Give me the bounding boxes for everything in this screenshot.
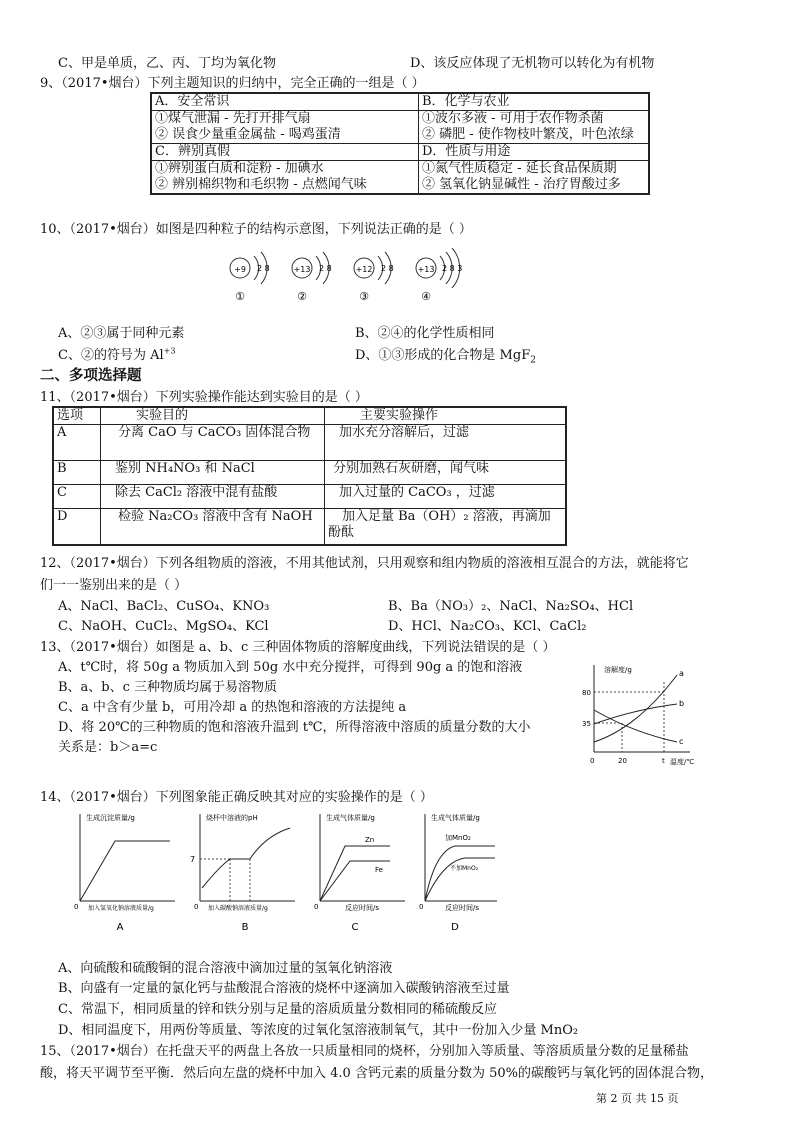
- superscript: +3: [163, 346, 176, 356]
- table-header: 选项: [53, 407, 101, 425]
- question-15-line1: 15、（2017•烟台）在托盘天平的两盘上各放一只质量相同的烧杯，分别加入等质量、等溶质质量分数的足量稀盐: [40, 1044, 689, 1059]
- ph-7-label: 7: [190, 855, 196, 864]
- cell: C．辨别真假: [151, 144, 419, 161]
- q14-option-a: A、向硫酸和硫酸铜的混合溶液中滴加过量的氢氧化钠溶液: [58, 961, 393, 976]
- table-cell: 分离 CaO 与 CaCO₃ 固体混合物: [101, 425, 325, 461]
- tick-20: 20: [618, 757, 627, 765]
- q12-option-c: C、NaOH、CuCl₂、MgSO₄、KCl: [58, 619, 269, 634]
- curve-a: [594, 675, 677, 742]
- shell-label: 2 8: [257, 264, 270, 273]
- shell-label: 2 8 3: [442, 264, 463, 273]
- table-cell: A: [53, 425, 101, 461]
- question-12-stem-line2: 们一一鉴别出来的是（ ）: [40, 578, 188, 593]
- table-cell: 鉴别 NH₄NO₃ 和 NaCl: [101, 461, 325, 485]
- question-10-stem: 10、（2017•烟台）如图是四种粒子的结构示意图，下列说法正确的是（ ）: [40, 222, 472, 237]
- origin-label: 0: [194, 903, 199, 911]
- cell-line: ② 辨别棉织物和毛织物 - 点燃闻气味: [155, 177, 367, 192]
- q13-option-a: A、t℃时，将 50g a 物质加入到 50g 水中充分搅拌，可得到 90g a 的饱和溶液: [58, 660, 523, 675]
- table-cell: B: [53, 461, 101, 485]
- particle-label: ④: [421, 290, 431, 303]
- nucleus-label: +9: [234, 265, 246, 274]
- table-cell: 加入过量的 CaCO₃ ，过滤: [325, 485, 567, 509]
- question-9-stem: 9、（2017•烟台）下列主题知识的归纳中，完全正确的一组是（ ）: [40, 76, 425, 91]
- x-label: 反应时间/s: [345, 904, 380, 912]
- label-fe: Fe: [375, 866, 383, 874]
- cell: D．性质与用途: [419, 144, 650, 161]
- option-d: D、该反应体现了无机物可以转化为有机物: [410, 56, 655, 71]
- shell-label: 2 8: [319, 264, 332, 273]
- q10-option-b: B、②④的化学性质相同: [355, 326, 495, 341]
- table-row: [53, 485, 566, 509]
- cell: [151, 161, 419, 195]
- y-label: 生成沉淀质量/g: [86, 814, 135, 822]
- tick-80: 80: [582, 689, 591, 697]
- label-b: b: [679, 699, 685, 708]
- table-row: [53, 461, 566, 485]
- question-13-stem: 13、（2017•烟台）如图是 a、b、c 三种固体物质的溶解度曲线，下列说法错误的是（ ）: [40, 640, 556, 655]
- q13-option-b: B、a、b、c 三种物质均属于易溶物质: [58, 680, 278, 695]
- tick-t: t: [662, 757, 665, 765]
- q13-option-c: C、a 中含有少量 b，可用冷却 a 的热饱和溶液的方法提纯 a: [58, 700, 407, 715]
- cell: B．化学与农业: [419, 93, 650, 111]
- cell: A．安全常识: [151, 93, 419, 111]
- x-axis-label: 温度/℃: [670, 758, 695, 766]
- nucleus-label: +12: [355, 265, 373, 274]
- graph-d: [419, 813, 497, 933]
- cell-line: ①辨别蛋白质和淀粉 - 加碘水: [155, 161, 324, 176]
- table-row: [53, 425, 566, 461]
- graph-letter: D: [451, 922, 459, 933]
- q14-option-b: B、向盛有一定量的氯化钙与盐酸混合溶液的烧杯中逐滴加入碳酸钠溶液至过量: [58, 981, 510, 996]
- question-14-stem: 14、（2017•烟台）下列图象能正确反映其对应的实验操作的是（ ）: [40, 790, 433, 805]
- graph-letter: C: [351, 922, 359, 933]
- cell-line: ② 磷肥 - 使作物枝叶繁茂，叶色浓绿: [422, 127, 634, 142]
- y-label: 生成气体质量/g: [326, 814, 375, 822]
- x-label: 加入氢氧化钠溶液质量/g: [88, 905, 154, 912]
- particle-2: [292, 252, 332, 303]
- table-header: 主要实验操作: [325, 407, 567, 425]
- q13-option-d-line2: 关系是：b＞a=c: [58, 740, 158, 755]
- table-cell: D: [53, 509, 101, 545]
- curve-with-mno2: [425, 846, 495, 901]
- q10-option-c: C、②的符号为 $Al^{+3}$: [58, 346, 176, 363]
- label-c: c: [679, 737, 684, 746]
- particle-label: ①: [235, 290, 245, 303]
- cell: [419, 161, 650, 195]
- graph-a: [74, 813, 175, 933]
- question-15-line2: 酸，将天平调节至平衡．然后向左盘的烧杯中加入 4.0 含钙元素的质量分数为 50%的碳酸钙与氧化钙的固体混合物，: [40, 1066, 713, 1081]
- question-12-stem-line1: 12、（2017•烟台）下列各组物质的溶液，不用其他试剂，只用观察和组内物质的溶液相互混合的方法，就能将它: [40, 556, 689, 571]
- table-cell: C: [53, 485, 101, 509]
- particle-1: [230, 252, 270, 303]
- shell-label: 2 8: [381, 264, 394, 273]
- nucleus-label: +13: [417, 265, 435, 274]
- y-axis-label: 溶解度/g: [604, 666, 632, 674]
- x-label: 反应时间/s: [445, 904, 480, 912]
- table-header: 实验目的: [101, 407, 325, 425]
- cell-line: ①波尔多液 - 可用于农作物杀菌: [422, 111, 604, 126]
- origin-label: 0: [314, 903, 319, 911]
- table-cell: 检验 Na₂CO₃ 溶液中含有 NaOH: [101, 509, 325, 545]
- particle-3: [354, 252, 394, 303]
- q14-graphs: [70, 806, 500, 936]
- solubility-curve: [572, 660, 697, 770]
- q14-option-c: C、常温下，相同质量的锌和铁分别与足量的溶质质量分数相同的稀硫酸反应: [58, 1002, 497, 1017]
- tick-0: 0: [590, 757, 595, 765]
- q10-option-a: A、②③属于同种元素: [58, 326, 185, 341]
- graph-b: [190, 813, 295, 933]
- x-label: 加入碳酸钠溶液质量/g: [208, 905, 268, 912]
- graph-letter: A: [116, 922, 124, 933]
- particle-diagrams: [220, 240, 463, 305]
- curve-b: [594, 704, 677, 724]
- table-cell: 加入足量 Ba（OH）₂ 溶液，再滴加酚酞: [325, 509, 567, 545]
- subscript: 2: [530, 355, 536, 366]
- particle-label: ②: [297, 290, 307, 303]
- graph-letter: B: [241, 922, 249, 933]
- label-a: a: [679, 669, 684, 678]
- table-cell: 加水充分溶解后，过滤: [325, 425, 567, 461]
- label-zn: Zn: [365, 836, 375, 844]
- table-cell: 分别加熟石灰研磨，闻气味: [325, 461, 567, 485]
- cell-line: ①氮气性质稳定 - 延长食品保质期: [422, 161, 617, 176]
- option-c: C、甲是单质，乙、丙、丁均为氧化物: [58, 56, 276, 71]
- tick-35: 35: [582, 720, 591, 728]
- nucleus-label: +13: [293, 265, 311, 274]
- y-label: 烧杯中溶液的pH: [206, 814, 258, 822]
- origin-label: 0: [74, 903, 79, 911]
- particle-4: [416, 248, 462, 303]
- table-cell: 除去 CaCl₂ 溶液中混有盐酸: [101, 485, 325, 509]
- question-11-table: [52, 406, 567, 546]
- label-no-mno2: 不加MnO₂: [450, 865, 479, 872]
- section-title: 二、多项选择题: [40, 367, 142, 384]
- particle-label: ③: [359, 290, 369, 303]
- curve: [202, 828, 290, 888]
- curve: [80, 841, 170, 901]
- graph-c: [314, 813, 405, 933]
- page-number: 第 2 页 共 15 页: [596, 1092, 679, 1105]
- origin-label: 0: [419, 903, 424, 911]
- label-add-mno2: 加MnO₂: [445, 834, 471, 842]
- cell-line: ② 误食少量重金属盐 - 喝鸡蛋清: [155, 127, 341, 142]
- cell-line: ①煤气泄漏 - 先打开排气扇: [155, 111, 311, 126]
- y-label: 生成气体质量/g: [431, 814, 480, 822]
- cell: [419, 111, 650, 144]
- q13-option-d-line1: D、将 20℃的三种物质的饱和溶液升温到 t℃，所得溶液中溶质的质量分数的大小: [58, 720, 531, 735]
- cell-line: ② 氢氧化钠显碱性 - 治疗胃酸过多: [422, 177, 621, 192]
- q12-option-d: D、HCl、Na₂CO₃、KCl、CaCl₂: [388, 619, 587, 634]
- q12-option-a: A、NaCl、BaCl₂、CuSO₄、KNO₃: [58, 599, 270, 614]
- q14-option-d: D、相同温度下，用两份等质量、等浓度的过氧化氢溶液制氧气，其中一份加入少量 MnO₂: [58, 1023, 579, 1038]
- table-row: [53, 509, 566, 545]
- q10-option-d: D、①③形成的化合物是 MgF$_2$: [355, 348, 536, 366]
- question-9-table: [150, 92, 650, 195]
- q12-option-b: B、Ba（NO₃）₂、NaCl、Na₂SO₄、HCl: [388, 599, 634, 614]
- cell: [151, 111, 419, 144]
- question-11-stem: 11、（2017•烟台）下列实验操作能达到实验目的是（ ）: [40, 390, 368, 405]
